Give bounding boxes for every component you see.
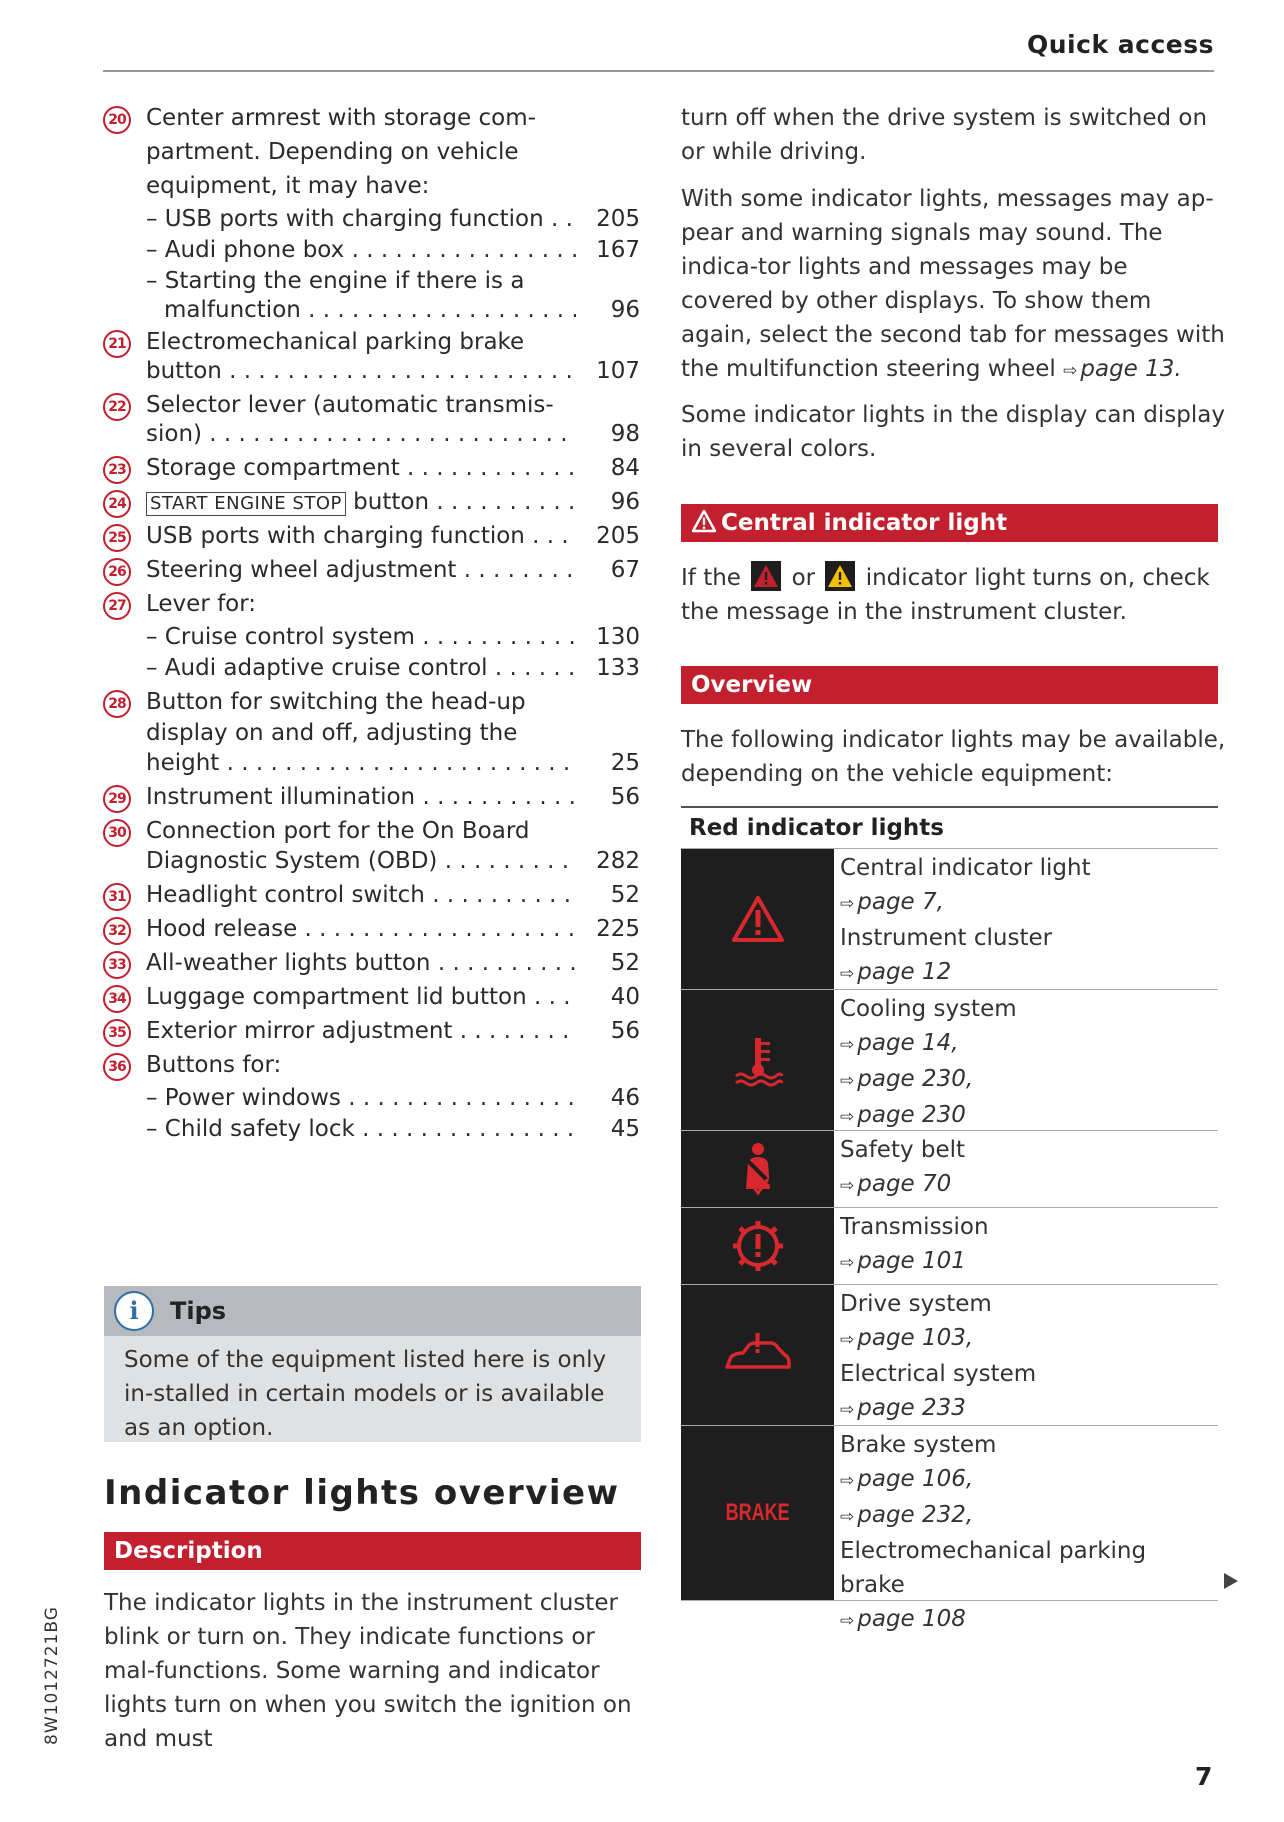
callout-number: 32 (103, 917, 131, 945)
page-ref[interactable]: 107 (596, 358, 640, 384)
callout-number: 25 (103, 524, 131, 552)
red-warning-icon (751, 561, 781, 591)
page-link[interactable]: ⇨ page 70 (840, 1167, 965, 1203)
component-list (103, 101, 640, 1146)
page-link[interactable]: ⇨ page 106, (840, 1462, 1212, 1498)
brake-icon: BRAKE (681, 1426, 834, 1600)
warning-triangle-icon (681, 849, 834, 989)
page-ref[interactable]: 40 (610, 984, 640, 1010)
callout-number: 28 (103, 690, 131, 718)
paragraph: If the or indicator light turns on, check the message in the instrument cluster. (681, 561, 1226, 629)
list-item: 33 All-weather lights button . . . 52 (103, 946, 640, 980)
list-item: 35 Exterior mirror adjustment . . . 56 (103, 1014, 640, 1048)
page-ref[interactable]: 225 (596, 916, 640, 942)
callout-number: 29 (103, 785, 131, 813)
central-indicator-heading: Central indicator light (681, 504, 1218, 542)
indicator-table (681, 806, 1218, 1632)
tips-title: Tips (170, 1297, 227, 1325)
coolant-temperature-icon (681, 990, 834, 1130)
info-icon: i (114, 1291, 154, 1331)
list-item: 28 Button for switching the head-up display on and off, adjusting the height . . . 25 (103, 685, 640, 780)
callout-number: 21 (103, 330, 131, 358)
list-item: 20 Center armrest with storage com- partment. Depending on vehicle equipment, it may have: – USB ports with charging function . . . 205 – Audi phone box . . . 167 – Starting the engine if there is a malfunction . . . 96 (103, 101, 640, 327)
list-item: 25 USB ports with charging function . . . 205 (103, 519, 640, 553)
page-link[interactable]: ⇨ page 230 (840, 1098, 1017, 1134)
page-header (103, 26, 1214, 72)
seatbelt-icon (681, 1131, 834, 1207)
page-ref[interactable]: 133 (596, 655, 640, 681)
page-ref[interactable]: 98 (610, 421, 640, 447)
callout-number: 35 (103, 1019, 131, 1047)
page-link[interactable]: ⇨ page 101 (840, 1244, 989, 1280)
page-ref[interactable]: 96 (610, 489, 640, 515)
callout-number: 26 (103, 558, 131, 586)
callout-number: 27 (103, 592, 131, 620)
list-item: 36 Buttons for: – Power windows . . . 46 – Child safety lock . . . 45 (103, 1048, 640, 1146)
tips-box (104, 1286, 641, 1442)
description-text: The indicator lights in the instrument cluster blink or turn on. They indicate functions or mal-functions. Some warning and indicator lights turn on when you switch the ignition on and must (104, 1590, 632, 1752)
warning-triangle-icon (691, 509, 717, 533)
table-row: Safety belt ⇨ page 70 (681, 1131, 1218, 1208)
page-link[interactable]: ⇨ page 233 (840, 1391, 1036, 1427)
callout-number: 36 (103, 1053, 131, 1081)
page-ref[interactable]: 46 (610, 1085, 640, 1111)
page-ref[interactable]: 84 (610, 455, 640, 481)
paragraph: The following indicator lights may be available, depending on the vehicle equipment: (681, 727, 1226, 787)
yellow-warning-icon (825, 561, 855, 591)
callout-number: 20 (103, 106, 131, 134)
page-ref[interactable]: 96 (610, 297, 640, 323)
callout-number: 34 (103, 985, 131, 1013)
page-link[interactable]: ⇨ page 14, (840, 1026, 1017, 1062)
page-ref[interactable]: 167 (596, 237, 640, 263)
page-ref[interactable]: 205 (596, 523, 640, 549)
list-item: 27 Lever for: – Cruise control system . . . 130 – Audi adaptive cruise control . . . 133 (103, 587, 640, 685)
list-item: 34 Luggage compartment lid button . . . 40 (103, 980, 640, 1014)
page-ref[interactable]: 130 (596, 624, 640, 650)
transmission-gear-icon (681, 1208, 834, 1284)
list-item: 21 Electromechanical parking brake button . . . 107 (103, 325, 640, 388)
overview-heading: Overview (681, 666, 1218, 704)
page-ref[interactable]: 45 (610, 1116, 640, 1142)
table-row: BRAKE Brake system ⇨ page 106, ⇨ page 232, Electromechanical parking brake ⇨ page 108 (681, 1426, 1218, 1601)
page-ref[interactable]: 205 (596, 206, 640, 232)
table-row: Transmission ⇨ page 101 (681, 1208, 1218, 1285)
tips-body: Some of the equipment listed here is only in-stalled in certain models or is available as an option. (124, 1347, 607, 1441)
table-title: Red indicator lights (681, 808, 1218, 849)
paragraph: turn off when the drive system is switched on or while driving. (681, 105, 1208, 165)
list-item: 23 Storage compartment . . . 84 (103, 451, 640, 485)
page-link[interactable]: ⇨ page 13. (1063, 356, 1182, 382)
page-link[interactable]: ⇨ page 230, (840, 1062, 1017, 1098)
document-code: 8W1012721BG (42, 1606, 62, 1745)
page-link[interactable]: ⇨ page 103, (840, 1321, 1036, 1357)
table-row: Cooling system ⇨ page 14, ⇨ page 230, ⇨ page 230 (681, 990, 1218, 1131)
list-item: 30 Connection port for the On Board Diagnostic System (OBD) . . . 282 (103, 814, 640, 878)
page-number: 7 (1195, 1762, 1213, 1791)
description-heading: Description (104, 1532, 641, 1570)
callout-number: 24 (103, 490, 131, 518)
callout-number: 23 (103, 456, 131, 484)
callout-number: 22 (103, 393, 131, 421)
list-item: 31 Headlight control switch . . . 52 (103, 878, 640, 912)
list-item: 26 Steering wheel adjustment . . . 67 (103, 553, 640, 587)
list-item: 22 Selector lever (automatic transmis- sion) . . . 98 (103, 388, 640, 451)
page-ref[interactable]: 56 (610, 784, 640, 810)
page-link[interactable]: ⇨ page 232, (840, 1498, 1212, 1534)
tips-header (104, 1286, 641, 1336)
page-link[interactable]: ⇨ page 108 (840, 1602, 1212, 1638)
page-ref[interactable]: 67 (610, 557, 640, 583)
start-engine-stop-key: START ENGINE STOP (146, 492, 346, 516)
list-item: 24 START ENGINE STOP button . . . 96 (103, 485, 640, 519)
page-link[interactable]: ⇨ page 12 (840, 955, 1091, 991)
table-row: Drive system ⇨ page 103, Electrical system ⇨ page 233 (681, 1285, 1218, 1426)
page-ref[interactable]: 52 (610, 950, 640, 976)
paragraph: Some indicator lights in the display can display in several colors. (681, 402, 1225, 462)
callout-number: 30 (103, 819, 131, 847)
page-ref[interactable]: 25 (610, 750, 640, 776)
header-title: Quick access (1027, 30, 1214, 59)
list-item: 32 Hood release . . . 225 (103, 912, 640, 946)
drive-system-car-icon (681, 1285, 834, 1425)
next-page-arrow-icon[interactable] (1224, 1573, 1238, 1589)
paragraph: With some indicator lights, messages may ap-pear and warning signals may sound. The indica-tor lights and messages may be covered by other displays. To show them again, select the second tab for messages with the multifunction steering wheel ⇨ page 13. (681, 182, 1226, 388)
section-title: Indicator lights overview (104, 1473, 620, 1513)
callout-number: 31 (103, 883, 131, 911)
page-ref[interactable]: 56 (610, 1018, 640, 1044)
page-link[interactable]: ⇨ page 7, (840, 885, 1091, 921)
page-ref[interactable]: 52 (610, 882, 640, 908)
page-ref[interactable]: 282 (596, 848, 640, 874)
table-row: Central indicator light ⇨ page 7, Instrument cluster ⇨ page 12 (681, 849, 1218, 990)
list-item: 29 Instrument illumination . . . 56 (103, 780, 640, 814)
callout-number: 33 (103, 951, 131, 979)
